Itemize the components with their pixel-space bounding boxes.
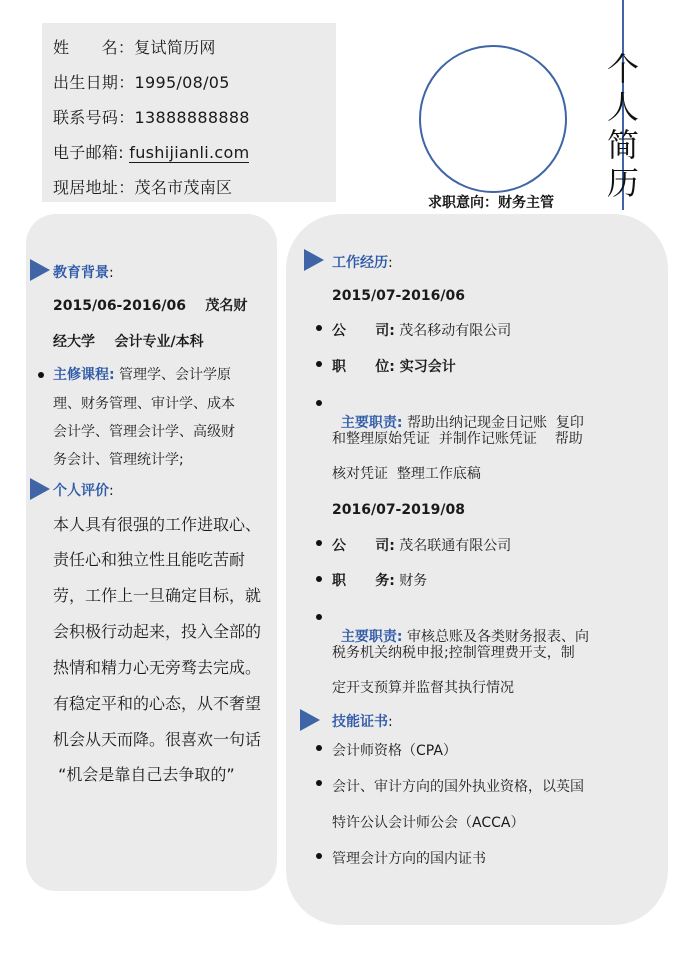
job2-duty-line-1 bbox=[332, 607, 589, 647]
courses-line-2: 理、财务管理、审计学、成本 bbox=[53, 396, 235, 412]
job2-duty-line-3: 定开支预算并监督其执行情况 bbox=[332, 680, 514, 696]
bullet-icon bbox=[316, 780, 322, 786]
address-value: 茂名市茂南区 bbox=[134, 178, 233, 197]
job2-duty-line-2: 税务机关纳税申报;控制管理费开支，制 bbox=[332, 645, 575, 661]
job1-position-label: 职 位: bbox=[332, 359, 395, 375]
job-intent: 求职意向：财务主管 bbox=[428, 195, 554, 211]
job2-company: 茂名联通有限公司 bbox=[394, 538, 512, 554]
birth-row bbox=[53, 73, 230, 93]
job2-position: 财务 bbox=[394, 573, 428, 589]
job1-duty-text-1: 帮助出纳记现金日记账 复印 bbox=[402, 415, 584, 431]
email-row bbox=[53, 143, 249, 163]
skills-title bbox=[332, 711, 393, 731]
job1-duty-label: 主要职责: bbox=[340, 415, 403, 431]
courses-label: 主修课程: bbox=[53, 367, 115, 383]
resume-title bbox=[603, 50, 643, 202]
skill-item-1: 会计师资格（CPA） bbox=[332, 743, 457, 759]
title-char: 人 bbox=[606, 88, 639, 126]
title-char: 简 bbox=[606, 126, 639, 164]
job1-duty-line-1 bbox=[332, 393, 584, 433]
name-label: 姓 名： bbox=[53, 38, 135, 57]
birth-value: 1995/08/05 bbox=[134, 73, 230, 92]
job1-duty-line-2: 和整理原始凭证 并制作记账凭证 帮助 bbox=[332, 431, 583, 447]
job1-position-row bbox=[332, 357, 456, 377]
bullet-icon bbox=[316, 853, 322, 859]
job2-company-row bbox=[332, 536, 511, 556]
triangle-marker-icon bbox=[30, 259, 50, 281]
courses-text-1: 管理学、会计学原 bbox=[114, 367, 232, 383]
education-colon: : bbox=[109, 265, 114, 281]
evaluation-line: 劳，工作上一旦确定目标，就 bbox=[53, 586, 262, 605]
evaluation-title-text: 个人评价 bbox=[53, 483, 109, 499]
courses-line-4: 务会计、管理统计学; bbox=[53, 452, 184, 468]
evaluation-line: 热情和精力心无旁骛去完成。 bbox=[53, 658, 262, 677]
job2-period: 2016/07-2019/08 bbox=[332, 502, 465, 518]
personal-info-box bbox=[42, 23, 336, 202]
work-title-text: 工作经历 bbox=[332, 255, 388, 271]
phone-value: 13888888888 bbox=[134, 108, 250, 127]
evaluation-title bbox=[53, 480, 114, 500]
title-char: 个 bbox=[606, 50, 639, 88]
job1-duty-line-3: 核对凭证 整理工作底稿 bbox=[332, 466, 481, 482]
bullet-icon bbox=[316, 745, 322, 751]
job2-position-row bbox=[332, 571, 427, 591]
job1-position: 实习会计 bbox=[394, 359, 456, 375]
job1-company: 茂名移动有限公司 bbox=[394, 323, 512, 339]
work-colon: : bbox=[388, 255, 393, 271]
bullet-icon bbox=[316, 540, 322, 546]
bullet-icon bbox=[316, 400, 322, 406]
title-char: 历 bbox=[606, 164, 639, 202]
photo-placeholder bbox=[419, 45, 567, 193]
name-row bbox=[53, 38, 216, 58]
triangle-marker-icon bbox=[30, 478, 50, 500]
name-value: 复试简历网 bbox=[134, 38, 216, 57]
education-line-1: 2015/06-2016/06 茂名财 bbox=[53, 298, 248, 314]
skills-colon: : bbox=[388, 714, 393, 730]
evaluation-line: 责任心和独立性且能吃苦耐 bbox=[53, 550, 246, 569]
address-label: 现居地址： bbox=[53, 178, 135, 197]
email-link[interactable]: fushijianli.com bbox=[129, 143, 250, 162]
job1-period: 2015/07-2016/06 bbox=[332, 288, 465, 304]
bullet-icon bbox=[316, 614, 322, 620]
skills-title-text: 技能证书 bbox=[332, 714, 388, 730]
courses-line-1 bbox=[53, 365, 231, 385]
job2-duty-label: 主要职责: bbox=[340, 629, 403, 645]
courses-line-3: 会计学、管理会计学、高级财 bbox=[53, 424, 235, 440]
job1-company-row bbox=[332, 321, 511, 341]
skill-item-2-line-2: 特许公认会计师公会（ACCA） bbox=[332, 815, 525, 831]
skill-item-2-line-1: 会计、审计方向的国外执业资格，以英国 bbox=[332, 779, 584, 795]
job1-company-label: 公 司: bbox=[332, 323, 395, 339]
bullet-icon bbox=[316, 325, 322, 331]
evaluation-line: “机会是靠自己去争取的” bbox=[53, 765, 235, 784]
email-label: 电子邮箱: bbox=[53, 143, 130, 162]
birth-label: 出生日期： bbox=[53, 73, 135, 92]
education-line-2: 经大学 会计专业/本科 bbox=[53, 334, 204, 350]
triangle-marker-icon bbox=[304, 249, 324, 271]
phone-label: 联系号码： bbox=[53, 108, 135, 127]
education-title bbox=[53, 262, 114, 282]
evaluation-line: 有稳定平和的心态，从不奢望 bbox=[53, 694, 262, 713]
bullet-icon bbox=[38, 372, 44, 378]
phone-row bbox=[53, 108, 250, 128]
work-title bbox=[332, 252, 393, 272]
evaluation-colon: : bbox=[109, 483, 114, 499]
bullet-icon bbox=[316, 361, 322, 367]
evaluation-line: 本人具有很强的工作进取心、 bbox=[53, 515, 262, 534]
evaluation-line: 机会从天而降。很喜欢一句话 bbox=[53, 730, 262, 749]
education-title-text: 教育背景 bbox=[53, 265, 109, 281]
triangle-marker-icon bbox=[300, 709, 320, 731]
evaluation-line: 会积极行动起来，投入全部的 bbox=[53, 622, 262, 641]
job2-position-label: 职 务: bbox=[332, 573, 395, 589]
job2-duty-text-1: 审核总账及各类财务报表、向 bbox=[402, 629, 589, 645]
skill-item-3: 管理会计方向的国内证书 bbox=[332, 851, 486, 867]
bullet-icon bbox=[316, 576, 322, 582]
job2-company-label: 公 司: bbox=[332, 538, 395, 554]
address-row bbox=[53, 178, 232, 198]
